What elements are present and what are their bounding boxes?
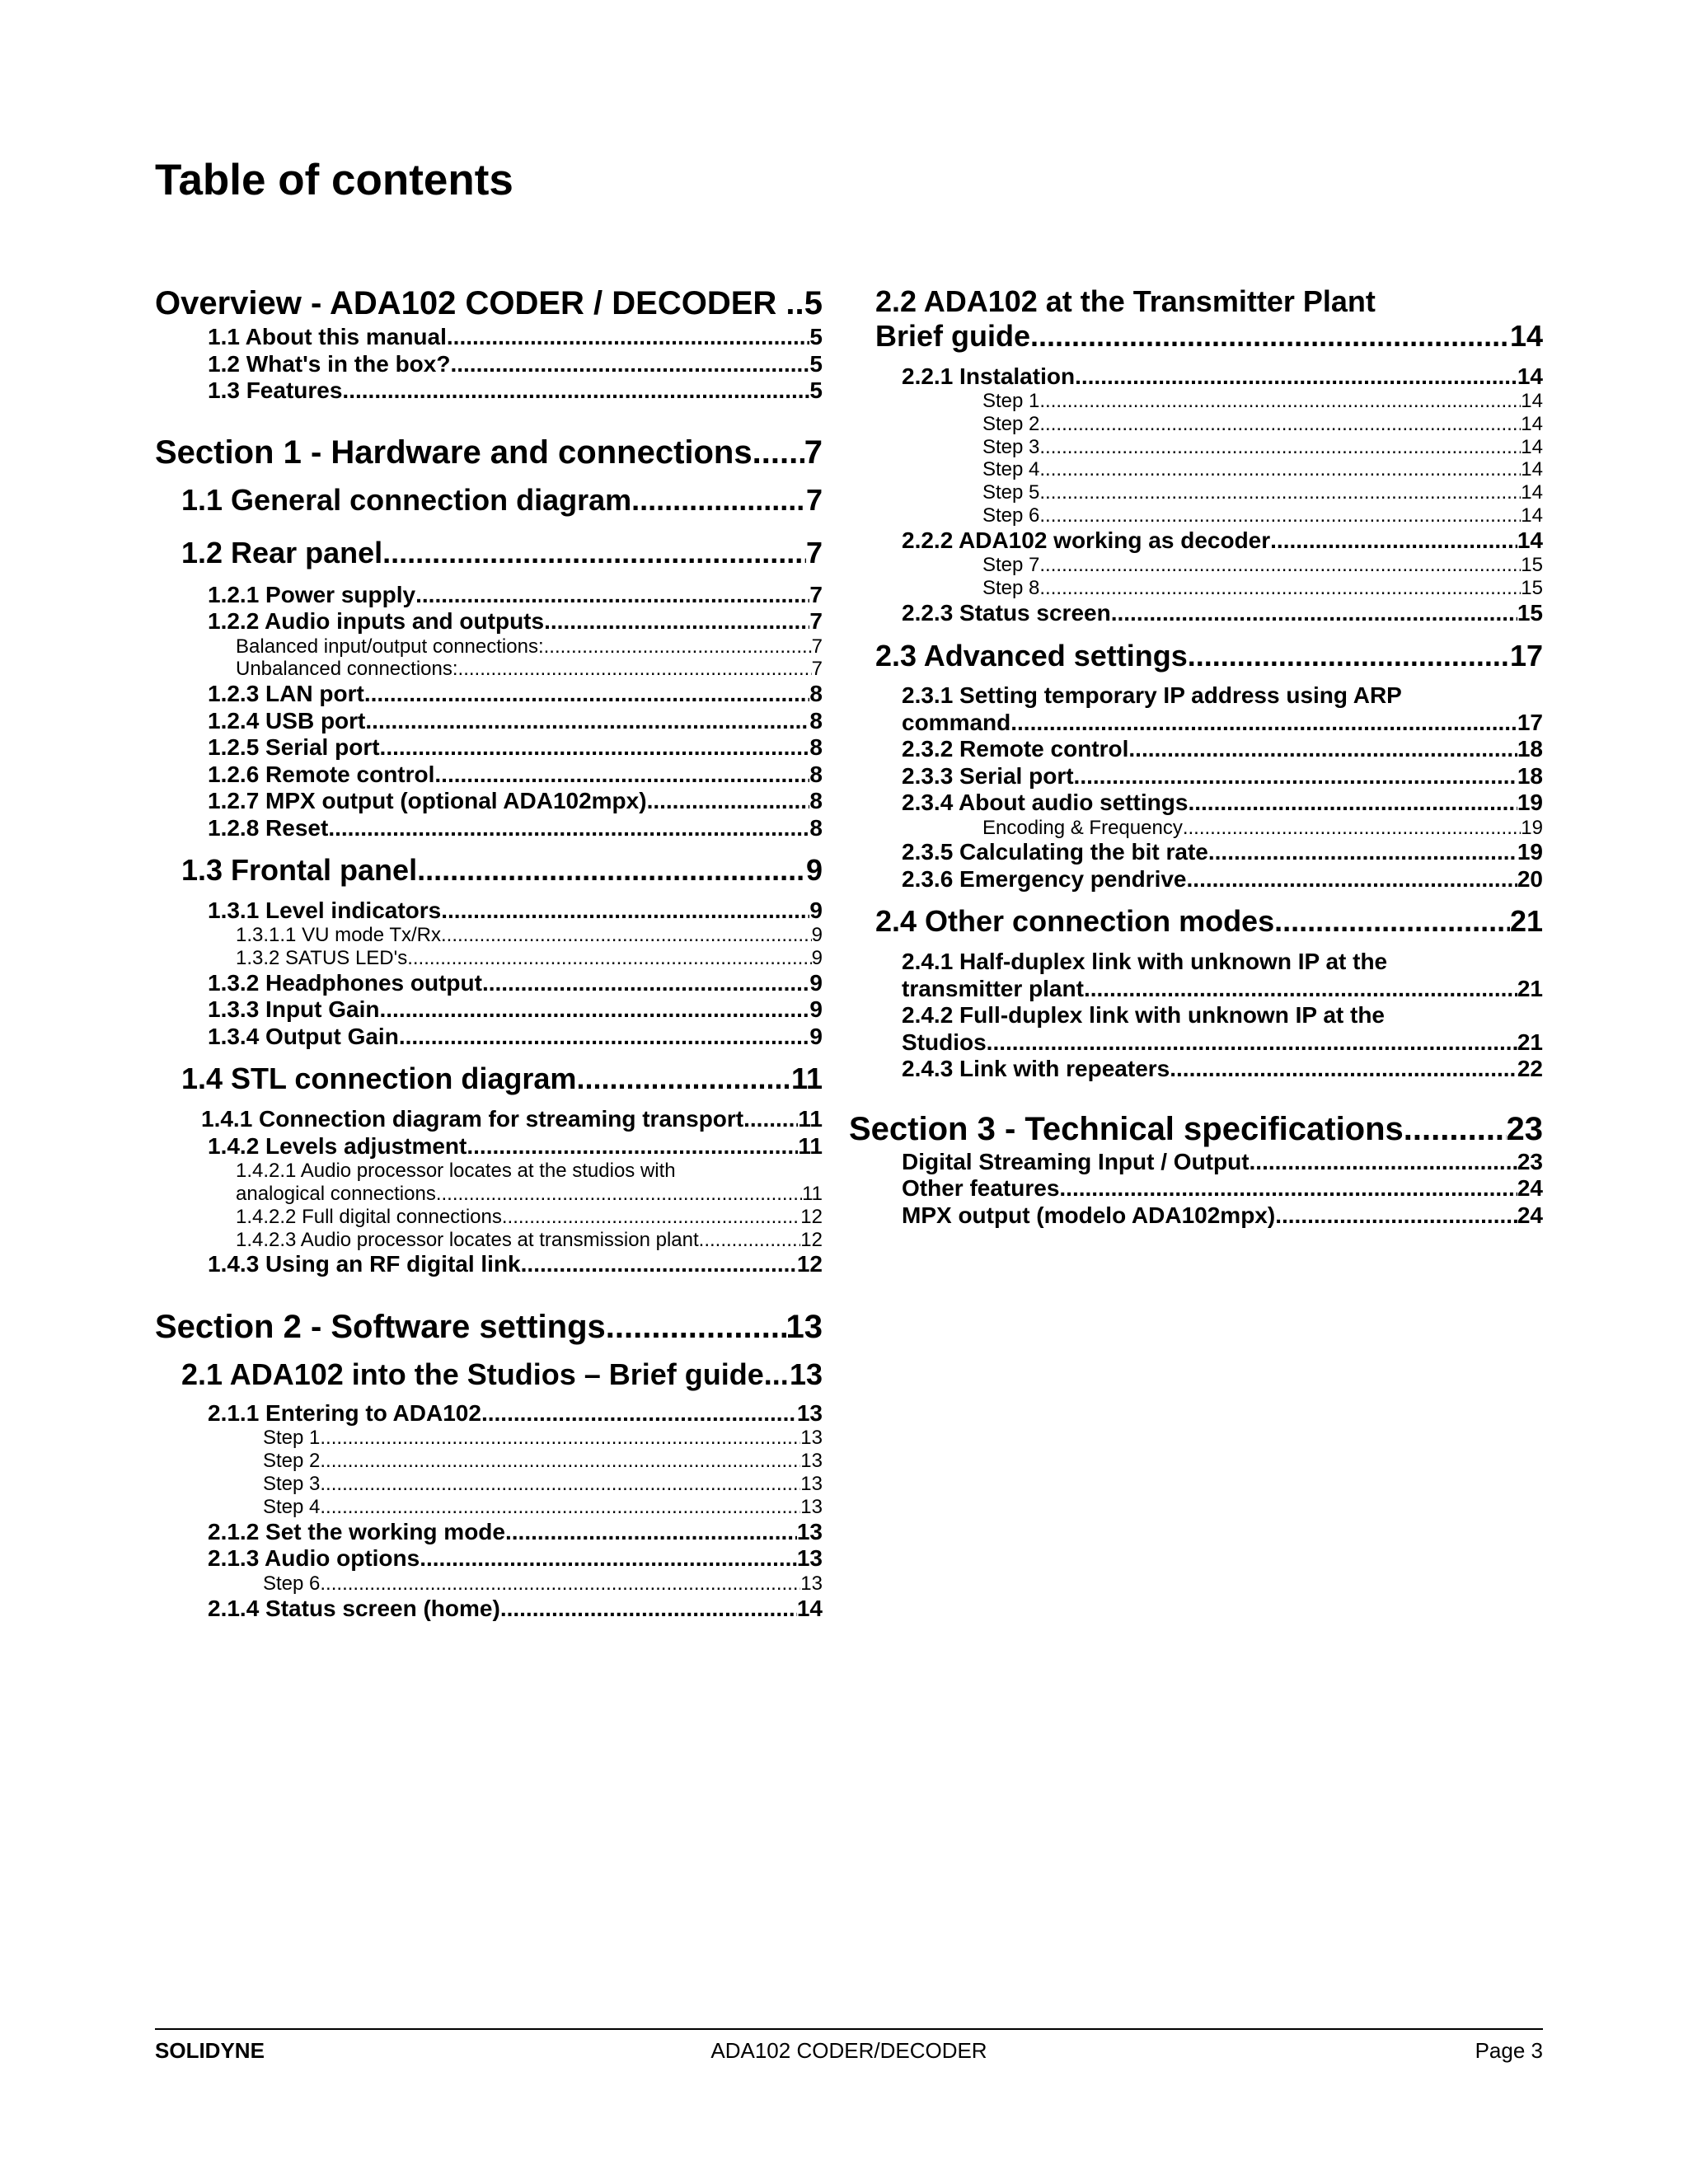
toc-entry-label: 2.3.5 Calculating the bit rate [902,839,1208,865]
toc-page-number: 21 [1517,975,1543,1001]
toc-entry-label: Step 1 [263,1427,321,1450]
toc-page-number: 15 [1521,577,1543,600]
toc-entry-label: Unbalanced connections: [236,658,458,681]
toc-entry-label: MPX output (modelo ADA102mpx) [902,1202,1276,1228]
toc-entry-label: Section 1 - Hardware and connections [155,434,753,471]
toc-page-number: 21 [1517,1029,1543,1055]
toc-page-number: 18 [1517,762,1543,789]
toc-heading-subsection-multiline[interactable] [875,284,1543,354]
toc-entry-label: 2.3.2 Remote control [902,736,1129,762]
toc-entry-label: transmitter plant [902,975,1084,1001]
toc-entry[interactable] [155,1545,823,1572]
toc-heading-subsection[interactable] [875,639,1543,673]
toc-entry-label: Step 8 [982,577,1040,600]
toc-page-number: 19 [1517,790,1543,816]
toc-entry-label: Balanced input/output connections: [236,635,544,658]
toc-page-number: 7 [809,581,823,607]
toc-entry-minor-multiline[interactable] [155,1160,823,1206]
toc-page-number: 14 [796,1595,823,1621]
toc-page-number: 24 [1517,1202,1543,1228]
toc-entry-label: 1.2.8 Reset [208,814,329,841]
toc-entry-label: 1.2 Rear panel [181,535,383,569]
toc-entry[interactable] [155,681,823,707]
toc-page-number: 11 [798,1106,823,1132]
toc-entry[interactable] [875,866,1543,893]
toc-entry-label: 2.4.3 Link with repeaters [902,1056,1170,1082]
toc-page-number: 9 [811,947,823,970]
toc-entry[interactable] [875,763,1543,790]
toc-entry-label: 1.3.2 Headphones output [208,969,482,996]
toc-entry-label: Section 3 - Technical specifications [849,1111,1404,1148]
toc-page-number: 15 [1521,554,1543,577]
toc-entry[interactable] [875,1175,1543,1202]
toc-entry-label: Step 6 [263,1572,321,1595]
toc-entry-label: 2.1.4 Status screen (home) [208,1595,500,1621]
toc-entry-label: 1.2.5 Serial port [208,734,380,761]
toc-entry[interactable] [155,708,823,734]
toc-page-number: 9 [809,996,823,1023]
toc-entry-minor[interactable] [875,481,1543,504]
toc-entry-label: 2.3.4 About audio settings [902,790,1189,816]
toc-heading-section[interactable] [849,1110,1543,1148]
toc-page-number: 9 [809,897,823,923]
toc-page-number: 13 [800,1450,823,1473]
toc-heading-section[interactable] [155,1308,823,1346]
toc-entry-label: command [902,709,1011,735]
toc-page-number: 12 [800,1205,823,1228]
toc-page-number: 8 [809,788,823,814]
toc-page-number: 14 [1521,412,1543,435]
toc-page-number: 8 [809,814,823,841]
toc-entry-label: 1.3 Frontal panel [181,853,418,888]
toc-page-number: 14 [1521,435,1543,458]
toc-page-number: 8 [809,707,823,733]
toc-page-number: 5 [809,350,823,377]
toc-page-number: 17 [1509,638,1543,673]
toc-entry[interactable] [155,1106,823,1132]
toc-entry-multiline[interactable] [875,682,1543,736]
toc-entry-label: 1.3.3 Input Gain [208,996,380,1023]
toc-entry[interactable] [155,734,823,761]
toc-entry-label: 1.3.4 Output Gain [208,1023,399,1049]
toc-heading-subsection[interactable] [155,1357,823,1392]
toc-entry-multiline[interactable] [875,1002,1543,1056]
toc-page-number: 13 [800,1473,823,1496]
toc-entry[interactable] [155,898,823,924]
toc-page-number: 14 [1521,504,1543,527]
toc-heading-section[interactable] [155,434,823,471]
toc-entry[interactable] [875,736,1543,762]
toc-entry[interactable] [155,762,823,788]
toc-entry-label: 1.2.4 USB port [208,707,366,733]
toc-entry-label: Brief guide [875,318,1031,353]
toc-entry-label-line1: 2.2 ADA102 at the Transmitter Plant [875,284,1376,318]
toc-entry-label: 1.4.2 Levels adjustment [208,1132,467,1159]
footer-company: SOLIDYNE [155,2038,265,2063]
toc-page-number: 7 [804,434,823,471]
toc-entry[interactable] [875,527,1543,554]
toc-page-number: 14 [1521,458,1543,481]
toc-entry-label: Step 5 [982,481,1040,504]
toc-page-number: 18 [1517,736,1543,762]
toc-entry-label: Step 1 [982,389,1040,412]
toc-entry-label: Step 4 [982,458,1040,481]
toc-entry-minor[interactable] [875,458,1543,481]
toc-entry-label: 1.2.7 MPX output (optional ADA102mpx) [208,788,647,814]
toc-entry-label: 1.2.1 Power supply [208,581,416,607]
toc-page-number: 20 [1517,865,1543,892]
toc-entry[interactable] [155,377,823,404]
toc-entry-minor[interactable] [875,554,1543,577]
toc-entry-label: 2.2.2 ADA102 working as decoder [902,527,1271,553]
toc-page-number: 9 [809,1023,823,1049]
toc-page-number: 13 [785,1308,823,1345]
toc-entry-label: Encoding & Frequency [982,816,1183,839]
toc-entry-minor[interactable] [875,390,1543,413]
toc-heading-subsection[interactable] [155,853,823,888]
toc-entry-label: Step 4 [263,1495,321,1518]
toc-page-number: 23 [1506,1111,1543,1148]
toc-entry-label: 2.1.1 Entering to ADA102 [208,1399,481,1426]
toc-page-number: 7 [811,635,823,658]
toc-entry[interactable] [155,351,823,377]
toc-page-number: 5 [804,285,823,321]
toc-page-number: 8 [809,734,823,761]
toc-heading-subsection[interactable] [875,904,1543,939]
toc-entry[interactable] [155,1251,823,1277]
toc-page-number: 13 [796,1545,823,1572]
toc-entry-label: 2.4 Other connection modes [875,904,1275,939]
toc-entry-label: 2.2.3 Status screen [902,600,1111,626]
toc-entry[interactable] [155,996,823,1023]
toc-entry-label: 1.4.3 Using an RF digital link [208,1251,521,1277]
toc-entry-minor[interactable] [875,504,1543,527]
toc-page-number: 15 [1517,600,1543,626]
toc-entry-label: Step 3 [982,435,1040,458]
toc-entry-label: 1.2.2 Audio inputs and outputs [208,608,545,635]
toc-page-number: 11 [798,1132,823,1159]
toc-entry[interactable] [155,788,823,814]
toc-entry-label: 1.2.6 Remote control [208,761,435,787]
toc-page-number: 22 [1517,1056,1543,1082]
toc-entry[interactable] [875,790,1543,816]
toc-page-number: 9 [805,853,823,888]
toc-entry-label: Studios [902,1029,987,1055]
toc-entry-label: 2.3.6 Emergency pendrive [902,865,1187,892]
toc-heading-subsection[interactable] [155,536,823,570]
toc-page-number: 12 [796,1251,823,1277]
toc-entry-minor[interactable] [875,577,1543,600]
toc-entry[interactable] [155,1133,823,1160]
toc-page-number: 14 [1517,527,1543,553]
toc-page-number: 14 [1521,481,1543,504]
toc-entry-label: 2.1.3 Audio options [208,1545,420,1572]
footer-page-number: Page 3 [1475,2038,1543,2063]
toc-entry-label-line1: 1.4.2.1 Audio processor locates at the studios with [236,1160,676,1183]
toc-page-number: 14 [1521,389,1543,412]
toc-page-number: 14 [1517,363,1543,389]
toc-entry[interactable] [875,1056,1543,1082]
toc-entry-label-line1: 2.3.1 Setting temporary IP address using ARP [902,682,1402,709]
toc-entry-label: 1.3.1 Level indicators [208,897,442,923]
toc-entry-label: 1.1 About this manual [208,324,447,350]
toc-page-number: 23 [1517,1148,1543,1174]
toc-entry-minor[interactable] [155,1496,823,1519]
toc-entry-minor[interactable] [155,658,823,681]
toc-entry[interactable] [155,582,823,608]
toc-entry[interactable] [155,1024,823,1050]
toc-entry[interactable] [155,608,823,635]
toc-entry-label: 2.3 Advanced settings [875,638,1188,673]
toc-entry-label: Step 3 [263,1473,321,1496]
toc-entry-label: Step 6 [982,504,1040,527]
toc-page-number: 17 [1517,709,1543,735]
toc-page-number: 13 [789,1357,823,1392]
toc-entry[interactable] [155,324,823,350]
toc-entry[interactable] [875,363,1543,390]
toc-column-left [155,284,823,1622]
toc-page-number: 13 [796,1399,823,1426]
page-footer [155,2028,1543,2063]
toc-entry-minor[interactable] [155,1229,823,1252]
toc-entry-minor[interactable] [875,817,1543,840]
toc-entry-minor[interactable] [155,635,823,658]
toc-entry-label: 1.1 General connection diagram [181,483,632,518]
toc-page-number: 7 [805,483,823,518]
toc-heading-section[interactable] [155,284,823,322]
toc-page-number: 13 [796,1518,823,1544]
toc-page-number: 13 [800,1427,823,1450]
toc-page-number: 9 [811,924,823,947]
toc-entry[interactable] [155,1596,823,1622]
toc-entry-minor[interactable] [155,1427,823,1450]
toc-page-number: 5 [809,377,823,404]
toc-page-number: 7 [809,608,823,635]
toc-entry-minor[interactable] [155,1572,823,1596]
toc-page-number: 24 [1517,1175,1543,1202]
toc-entry[interactable] [155,815,823,841]
toc-entry[interactable] [155,970,823,996]
toc-page-number: 19 [1517,839,1543,865]
toc-entry-minor[interactable] [875,413,1543,436]
toc-entry-label: Step 2 [982,412,1040,435]
toc-entry-label-line1: 2.4.1 Half-duplex link with unknown IP at the [902,949,1388,975]
toc-entry-label: 1.2.3 LAN port [208,681,364,707]
toc-entry-label: 1.4.1 Connection diagram for streaming transport [201,1106,744,1132]
toc-page-number: 11 [802,1182,823,1205]
toc-entry[interactable] [155,1400,823,1427]
toc-page-number: 13 [800,1495,823,1518]
toc-page-number: 8 [809,761,823,787]
toc-page-number: 21 [1509,904,1543,939]
toc-entry-label: 1.2 What's in the box? [208,350,451,377]
toc-entry-label: analogical connections [236,1182,436,1205]
toc-entry-label: 1.3.1.1 VU mode Tx/Rx [236,924,441,947]
toc-entry[interactable] [875,839,1543,865]
toc-page-number: 9 [809,969,823,996]
toc-entry[interactable] [875,600,1543,626]
footer-product: ADA102 CODER/DECODER [710,2038,987,2063]
toc-entry-minor[interactable] [875,436,1543,459]
toc-page-number: 19 [1521,816,1543,839]
toc-entry-label: 2.1.2 Set the working mode [208,1518,505,1544]
toc-page-number: 8 [809,681,823,707]
toc-entry-label: 1.4.2.2 Full digital connections [236,1205,502,1228]
toc-entry-multiline[interactable] [875,949,1543,1002]
page-title: Table of contents [155,156,513,204]
toc-entry-label: 2.1 ADA102 into the Studios – Brief guide [181,1357,764,1392]
toc-entry-label: 1.4.2.3 Audio processor locates at transmission plant [236,1228,699,1251]
toc-entry[interactable] [875,1202,1543,1229]
toc-page-number: 7 [811,658,823,681]
toc-entry-label: Section 2 - Software settings [155,1308,606,1345]
toc-entry-minor[interactable] [155,1473,823,1496]
toc-entry-label: Digital Streaming Input / Output [902,1148,1250,1174]
toc-entry-label: 1.4 STL connection diagram [181,1062,577,1096]
toc-entry-label: Step 2 [263,1450,321,1473]
toc-entry-label: 2.3.3 Serial port [902,762,1074,789]
toc-entry-minor[interactable] [155,1450,823,1473]
toc-entry-minor[interactable] [155,1206,823,1229]
toc-entry-label: Step 7 [982,554,1040,577]
toc-column-right [849,284,1543,1229]
toc-entry-minor[interactable] [155,924,823,947]
toc-page-number: 11 [790,1062,823,1096]
toc-page-number: 12 [800,1228,823,1251]
toc-entry-minor[interactable] [155,947,823,970]
toc-entry-label-line1: 2.4.2 Full-duplex link with unknown IP at the [902,1002,1385,1029]
toc-entry-label: Overview - ADA102 CODER / DECODER . [155,285,795,321]
toc-heading-subsection[interactable] [155,1062,823,1096]
toc-entry[interactable] [875,1149,1543,1175]
toc-page-number: 13 [800,1572,823,1595]
toc-entry-label: 1.3.2 SATUS LED's [236,947,408,970]
toc-entry[interactable] [155,1519,823,1545]
toc-entry-label: 2.2.1 Instalation [902,363,1076,389]
toc-entry-label: 1.3 Features [208,377,343,404]
toc-page-number: 14 [1509,318,1543,353]
toc-heading-subsection[interactable] [155,483,823,518]
toc-page-number: 5 [809,324,823,350]
toc-entry-label: Other features [902,1175,1060,1202]
toc-page-number: 7 [805,535,823,569]
